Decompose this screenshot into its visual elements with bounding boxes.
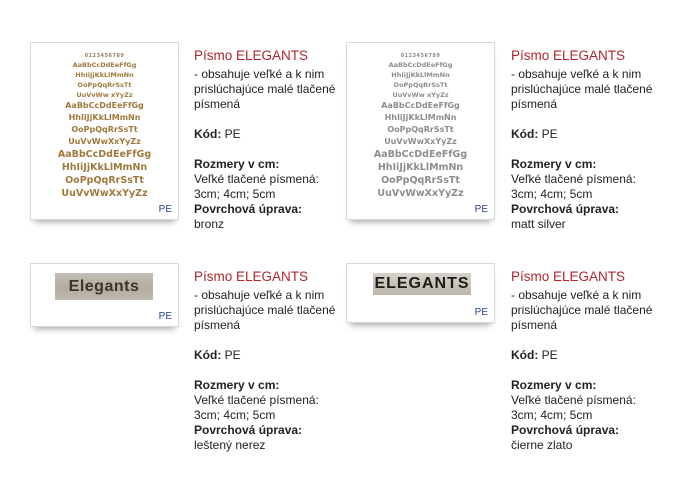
finish-label: Povrchová úprava: — [511, 423, 620, 437]
dimensions-values: 3cm; 4cm; 5cm — [511, 408, 593, 422]
product-thumbnail[interactable] — [30, 263, 179, 327]
dimensions-line: Veľké tlačené písmená: — [511, 393, 636, 407]
dimensions-label: Rozmery v cm: — [194, 157, 280, 171]
finish-value: leštený nerez — [194, 438, 266, 452]
dimensions-line: Veľké tlačené písmená: — [511, 172, 636, 186]
code-value: PE — [224, 348, 241, 362]
dimensions-label: Rozmery v cm: — [511, 378, 597, 392]
product-description: - obsahuje veľké a k nim prislúchajúce malé tlačené písmená — [194, 288, 336, 332]
code-label: Kód: — [194, 348, 222, 362]
product-thumbnail[interactable] — [30, 42, 179, 220]
finish-label: Povrchová úprava: — [194, 202, 303, 216]
code-value: PE — [541, 348, 558, 362]
letter-swatch-image: 0123456789 AaBbCcDdEeFfGg HhIiJjKkLlMmNn OoPpQqRrSsTt UuVvWw xYyZz AaBbCcDdEeFfGg HhIiJjKkLlMmNn OoPpQqRrSsTt UuVvWwXxYyZz AaBbCcDdEeFfGg HhIiJjKkLlMmNn OoPpQqRrSsTt UuVvWwXxYyZz — [57, 53, 152, 199]
product-description: - obsahuje veľké a k nim prislúchajúce malé tlačené písmená — [511, 67, 653, 111]
product-title[interactable]: Písmo ELEGANTS — [511, 269, 626, 284]
dimensions-values: 3cm; 4cm; 5cm — [511, 187, 593, 201]
dimensions-line: Veľké tlačené písmená: — [194, 393, 319, 407]
finish-label: Povrchová úprava: — [511, 202, 620, 216]
code-label: Kód: — [511, 348, 539, 362]
thumbnail-code: PE — [474, 307, 488, 318]
product-code — [511, 348, 681, 363]
product-title[interactable]: Písmo ELEGANTS — [194, 269, 309, 284]
finish-label: Povrchová úprava: — [194, 423, 303, 437]
product-thumbnail[interactable] — [346, 42, 495, 220]
letter-swatch-image: 0123456789 AaBbCcDdEeFfGg HhIiJjKkLlMmNn OoPpQqRrSsTt UuVvWw xYyZz AaBbCcDdEeFfGg HhIiJjKkLlMmNn OoPpQqRrSsTt UuVvWwXxYyZz AaBbCcDdEeFfGg HhIiJjKkLlMmNn OoPpQqRrSsTt UuVvWwXxYyZz — [373, 53, 468, 199]
product-code — [511, 127, 681, 142]
code-value: PE — [541, 127, 558, 141]
product-code — [194, 127, 364, 142]
code-value: PE — [224, 127, 241, 141]
code-label: Kód: — [194, 127, 222, 141]
dimensions-values: 3cm; 4cm; 5cm — [194, 187, 276, 201]
thumbnail-code: PE — [158, 204, 172, 215]
thumbnail-code: PE — [158, 311, 172, 322]
product-thumbnail[interactable] — [346, 263, 495, 323]
dimensions-label: Rozmery v cm: — [194, 378, 280, 392]
sign-sample-image: ELEGANTS — [373, 273, 471, 295]
sign-sample-image: Elegants — [55, 273, 153, 300]
finish-value: čierne zlato — [511, 438, 573, 452]
thumbnail-code: PE — [474, 204, 488, 215]
dimensions-line: Veľké tlačené písmená: — [194, 172, 319, 186]
product-title[interactable]: Písmo ELEGANTS — [511, 48, 626, 63]
dimensions-label: Rozmery v cm: — [511, 157, 597, 171]
product-description: - obsahuje veľké a k nim prislúchajúce malé tlačené písmená — [511, 288, 653, 332]
code-label: Kód: — [511, 127, 539, 141]
finish-value: bronz — [194, 217, 225, 231]
dimensions-values: 3cm; 4cm; 5cm — [194, 408, 276, 422]
product-code — [194, 348, 364, 363]
product-description: - obsahuje veľké a k nim prislúchajúce malé tlačené písmená — [194, 67, 336, 111]
finish-value: matt silver — [511, 217, 566, 231]
product-title[interactable]: Písmo ELEGANTS — [194, 48, 309, 63]
